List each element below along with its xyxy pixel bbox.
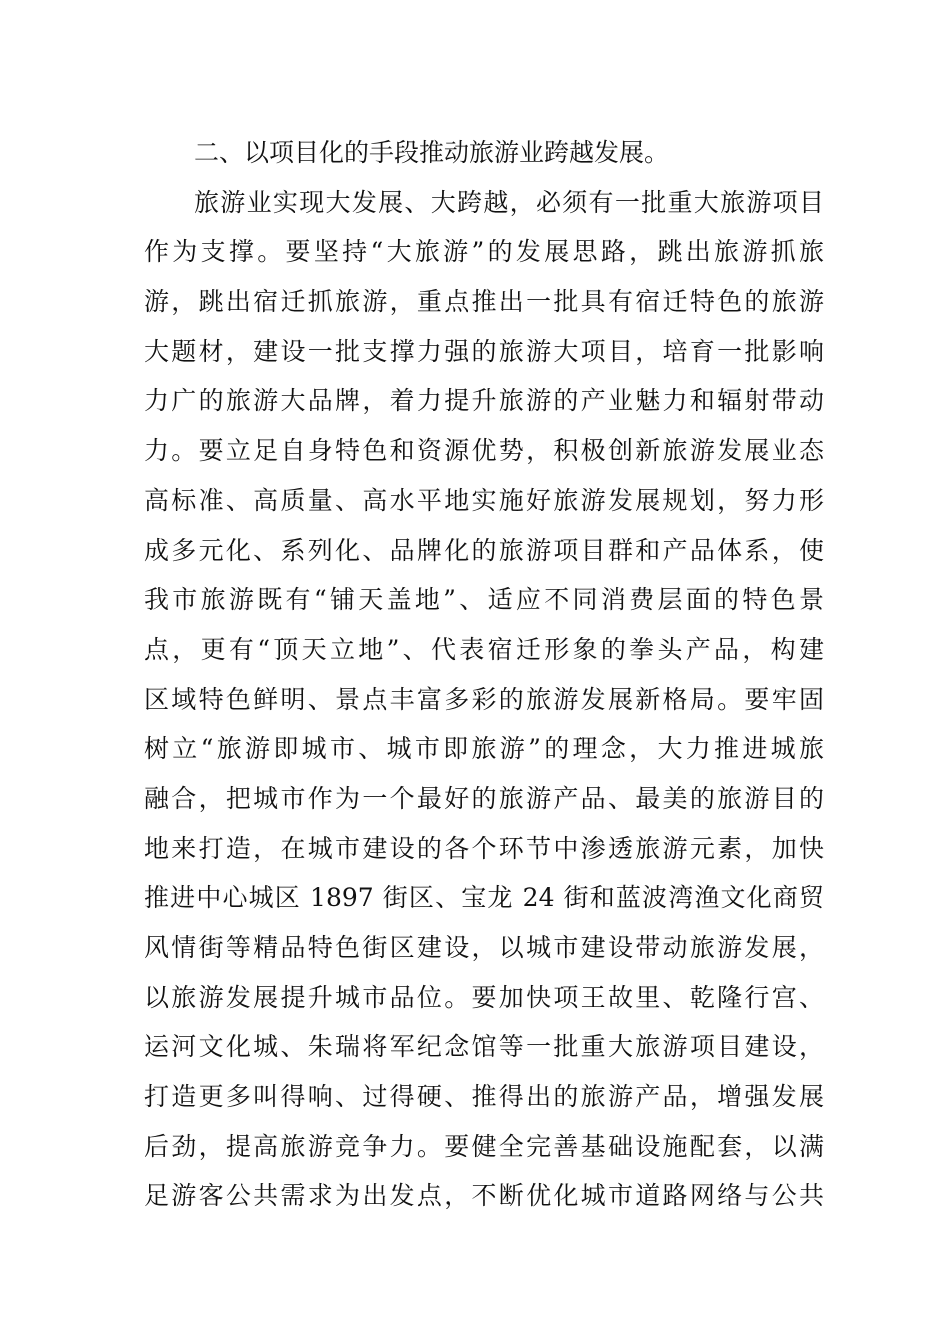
paragraph-line: 打造更多叫得响、过得硬、推得出的旅游产品，增强发展 bbox=[144, 1082, 824, 1112]
paragraph-line: 成多元化、系列化、品牌化的旅游项目群和产品体系，使 bbox=[144, 535, 824, 565]
paragraph-line: 树立“旅游即城市、城市即旅游”的理念，大力推进城旅 bbox=[144, 734, 824, 764]
paragraph-line: 风情街等精品特色街区建设，以城市建设带动旅游发展， bbox=[144, 933, 824, 962]
paragraph-line: 推进中心城区 1897 街区、宝龙 24 街和蓝波湾渔文化商贸 bbox=[144, 883, 824, 913]
document-body bbox=[144, 128, 824, 1221]
paragraph-line: 点，更有“顶天立地”、代表宿迁形象的拳头产品，构建 bbox=[144, 634, 824, 664]
paragraph-line: 力。要立足自身特色和资源优势，积极创新旅游发展业态 bbox=[144, 436, 824, 466]
paragraph bbox=[144, 178, 824, 1221]
paragraph-line: 大题材，建设一批支撑力强的旅游大项目，培育一批影响 bbox=[144, 336, 824, 366]
paragraph-line: 作为支撑。要坚持“大旅游”的发展思路，跳出旅游抓旅 bbox=[144, 237, 824, 267]
section-heading: 二、以项目化的手段推动旅游业跨越发展。 bbox=[194, 138, 670, 167]
paragraph-line: 游，跳出宿迁抓旅游，重点推出一批具有宿迁特色的旅游 bbox=[144, 287, 824, 317]
paragraph-line: 足游客公共需求为出发点，不断优化城市道路网络与公共 bbox=[144, 1181, 824, 1211]
paragraph-line: 以旅游发展提升城市品位。要加快项王故里、乾隆行宫、 bbox=[144, 982, 824, 1012]
paragraph-line: 力广的旅游大品牌，着力提升旅游的产业魅力和辐射带动 bbox=[144, 386, 824, 416]
paragraph-line: 高标准、高质量、高水平地实施好旅游发展规划，努力形 bbox=[144, 485, 824, 515]
paragraph-line: 区域特色鲜明、景点丰富多彩的旅游发展新格局。要牢固 bbox=[144, 684, 824, 714]
paragraph-line: 旅游业实现大发展、大跨越，必须有一批重大旅游项目 bbox=[194, 187, 824, 217]
paragraph-line: 我市旅游既有“铺天盖地”、适应不同消费层面的特色景 bbox=[144, 585, 824, 615]
paragraph-line: 地来打造，在城市建设的各个环节中渗透旅游元素，加快 bbox=[144, 833, 824, 863]
paragraph-line: 融合，把城市作为一个最好的旅游产品、最美的旅游目的 bbox=[144, 783, 824, 813]
paragraph-line: 后劲，提高旅游竞争力。要健全完善基础设施配套，以满 bbox=[144, 1131, 824, 1161]
paragraph-line: 运河文化城、朱瑞将军纪念馆等一批重大旅游项目建设， bbox=[144, 1032, 824, 1062]
